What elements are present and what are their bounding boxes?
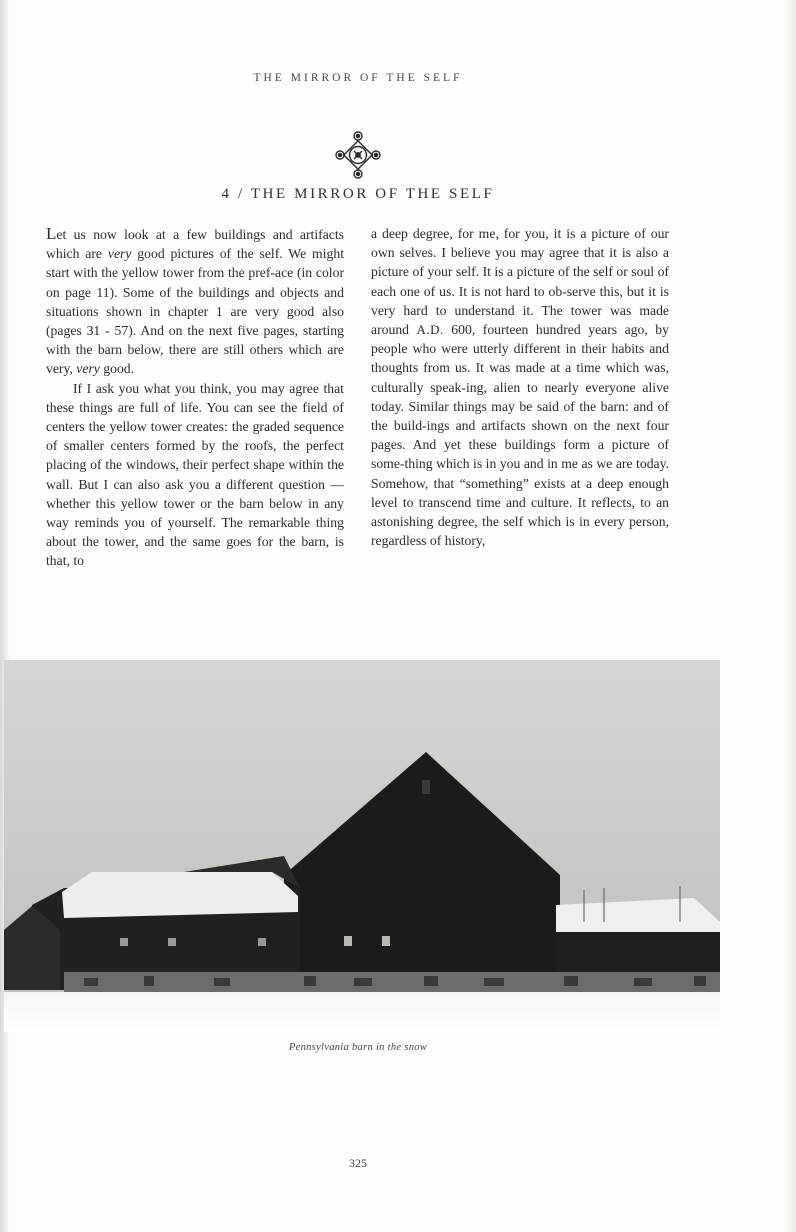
text-run: good. bbox=[99, 361, 135, 377]
paragraph-2: If I ask you what you think, you may agree that these things are full of life. You can see the field of centers the yellow tower creates: the graded sequence of smaller centers formed by the roofs, the perfect placing of the windows, their perfect shape within the wall. But I can also ask you a different question — whether this yellow tower or the barn below in any way reminds you of yourself. The remarkable thing about the tower, and the same goes for the barn, is that, to bbox=[46, 380, 344, 569]
era-abbreviation: A.D. bbox=[416, 322, 444, 338]
text-run: good pictures of the self. We might start with the yellow tower from the pref-ace (in color on page 11). Some of the buildings and objects and situations shown in chapter 1 are very good also (pages 31 - 57). And on the next five pages, starting with the barn below, there are still others which are very, bbox=[46, 246, 344, 377]
snowy-ground bbox=[4, 992, 720, 1032]
text-run: et us now look at a few buildings and artifacts which are bbox=[46, 227, 344, 262]
stone-foundation bbox=[64, 972, 720, 994]
left-column bbox=[46, 224, 344, 571]
right-column bbox=[371, 224, 669, 550]
paragraph-3 bbox=[371, 224, 669, 550]
page-edge bbox=[782, 0, 796, 1232]
barn-window bbox=[344, 936, 352, 946]
barn-photograph bbox=[4, 660, 720, 1032]
barn-vent bbox=[422, 780, 430, 794]
barn-window bbox=[120, 938, 128, 946]
running-head: THE MIRROR OF THE SELF bbox=[253, 72, 463, 84]
left-wing-snow-roof bbox=[62, 872, 298, 918]
drop-cap: L bbox=[46, 224, 57, 243]
chapter-title: 4 / THE MIRROR OF THE SELF bbox=[221, 186, 495, 202]
barn-window bbox=[168, 938, 176, 946]
paragraph-1 bbox=[46, 224, 344, 379]
text-run: 600, fourteen hundred years ago, by people who were utterly different in their habits and thoughts from us. It was made at a time which was, culturally speak-ing, alien to nearly everyone alive today. Similar things may be said of the barn: and of the build-ings and artifacts shown on the next four pages. And yet these buildings form a picture of some-thing which is in you and in me as we are today. Somehow, that “something” exists at a deep enough level to transcend time and culture. It reflects, to an astonishing degree, the self which is in every person, regardless of history, bbox=[371, 322, 669, 549]
emphasis: very bbox=[107, 246, 132, 262]
celtic-knot-ornament-icon bbox=[335, 130, 381, 180]
barn-window bbox=[382, 936, 390, 946]
page-number: 325 bbox=[349, 1156, 367, 1170]
photo-caption: Pennsylvania barn in the snow bbox=[288, 1042, 428, 1053]
barn-window bbox=[258, 938, 266, 946]
emphasis: very bbox=[76, 361, 100, 377]
text-run: a deep degree, for me, for you, it is a picture of our own selves. I believe you may agree that it is also a picture of your self. It is a picture of the self or soul of each one of us. It is not hard to ob-serve this, but it is very hard to understand it. The tower was made around bbox=[371, 226, 669, 338]
